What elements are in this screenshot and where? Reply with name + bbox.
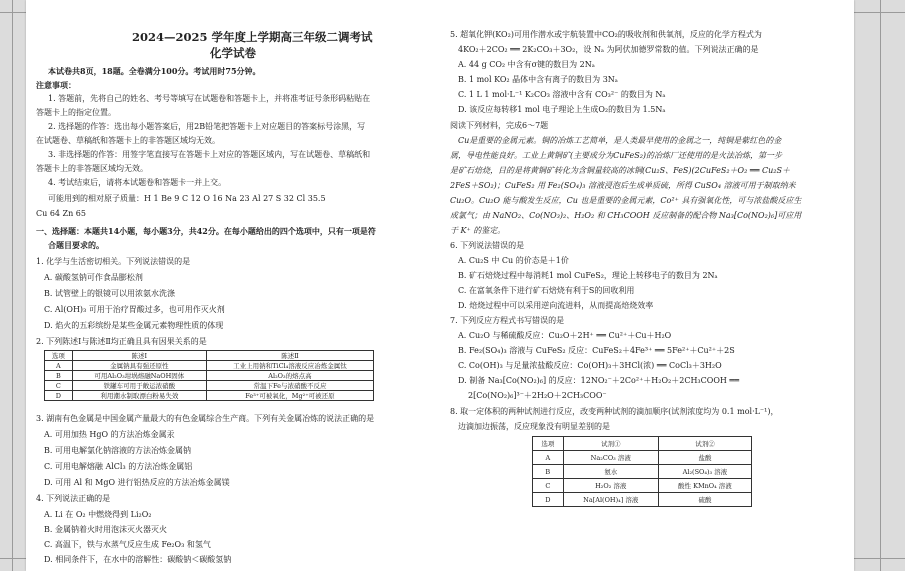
right-text-line: B. 1 mol KO₂ 晶体中含有离子的数目为 3Nₐ (458, 75, 618, 84)
right-text-line: A. Cu₂S 中 Cu 的价态是＋1价 (458, 256, 569, 265)
table-cell: Al₂(SO₄)₃ 溶液 (658, 465, 751, 479)
left-text-line: 2. 选择题的作答：选出每小题答案后，用2B铅笔把答题卡上对应题目的答案标号涂黑，写 (48, 122, 366, 131)
right-text-line: C. 1 L 1 mol·L⁻¹ K₂CO₃ 溶液中含有 CO₃²⁻ 的数目为 Nₐ (458, 90, 666, 99)
table-header-cell: 选项 (45, 351, 73, 361)
table-cell: 硫酸 (658, 493, 751, 507)
table-cell: 酸性 KMnO₄ 溶液 (658, 479, 751, 493)
table-header-cell: 陈述Ⅰ (72, 351, 206, 361)
table-cell: 可用Al₂O₃坩埚熔融NaOH固体 (72, 371, 206, 381)
left-text-line: 1. 化学与生活密切相关。下列说法错误的是 (36, 257, 191, 266)
table-row (45, 361, 374, 371)
right-text-line: C. Co(OH)₃ 与足量浓盐酸反应：Co(OH)₃＋3HCl(浓) ══ CoCl₃＋3H₂O (458, 361, 722, 370)
table-header-cell: 陈述Ⅱ (206, 351, 373, 361)
left-text-line: 3. 湖南有色金属是中国金属产量最大的有色金属综合生产商。下列有关金属冶炼的说法正确的是 (36, 414, 375, 423)
exam-title: 2024—2025 学年度上学期高三年级二调考试 (132, 30, 373, 44)
table-cell: 金属钠具有强还原性 (72, 361, 206, 371)
table-row (45, 391, 374, 401)
table-header-row (45, 351, 374, 361)
left-text-line: D. 可用 Al 和 MgO 进行铝热反应的方法冶炼金属镁 (44, 478, 230, 487)
table-header-cell: 试剂① (563, 437, 658, 451)
left-text-line: 可能用到的相对原子质量：H 1 Be 9 C 12 O 16 Na 23 Al 27 S 32 Cl 35.5 (48, 194, 326, 203)
right-text-line: A. Cu₂O 与稀硫酸反应：Cu₂O＋2H⁺ ══ Cu²⁺＋Cu＋H₂O (458, 331, 672, 340)
right-text-line: Cu是重要的金属元素。铜的冶炼工艺简单，是人类最早使用的金属之一，纯铜是紫红色的金 (458, 136, 782, 145)
left-text-line: D. 焰火的五彩缤纷是某些金属元素物理性质的体现 (44, 321, 224, 330)
left-text-line: D. 相同条件下，在水中的溶解性：碳酸钠＜碳酸氢钠 (44, 555, 232, 564)
table-cell: H₂O₂ 溶液 (563, 479, 658, 493)
left-text-line: 4. 下列说法正确的是 (36, 494, 111, 503)
left-text-line: 2. 下列陈述Ⅰ与陈述Ⅱ均正确且具有因果关系的是 (36, 337, 207, 346)
left-text-line: 答题卡上的指定位置。 (36, 108, 116, 117)
right-text-line: 4KO₂＋2CO₂ ══ 2K₂CO₃＋3O₂，设 Nₐ 为阿伏加德罗常数的值。下列说法正确的是 (458, 45, 759, 54)
table-cell: B (533, 465, 564, 479)
right-text-line: 2[Co(NO₂)₆]³⁻＋2H₂O＋2CH₃COO⁻ (468, 391, 607, 400)
table-cell: C (45, 381, 73, 391)
left-text-line: 答题卡上的非答题区域均无效。 (36, 164, 148, 173)
left-text-line: C. 高温下，铁与水蒸气反应生成 Fe₂O₃ 和氢气 (44, 540, 211, 549)
table-cell: 盐酸 (658, 451, 751, 465)
right-text-line: 于 K⁺ 的鉴定。 (450, 226, 506, 235)
left-text-line: A. Li 在 O₂ 中燃烧得到 Li₂O₂ (44, 510, 152, 519)
table-row (533, 493, 752, 507)
table-cell: 常温下Fe与浓硝酸不反应 (206, 381, 373, 391)
left-text-line: Cu 64 Zn 65 (36, 209, 86, 218)
question-2-table (44, 350, 374, 401)
table-header-row (533, 437, 752, 451)
right-text-line: 7. 下列反应方程式书写错误的是 (450, 316, 565, 325)
left-text-line: A. 碳酸氢钠可作食品膨松剂 (44, 273, 143, 282)
right-text-line: D. 该反应每转移1 mol 电子理论上生成O₂的数目为 1.5Nₐ (458, 105, 666, 114)
exam-subtitle: 化学试卷 (210, 46, 256, 60)
right-text-line: C. 在富氧条件下进行矿石焙烧有利于S的回收利用 (458, 286, 635, 295)
table-cell: Na₂CO₃ 溶液 (563, 451, 658, 465)
table-header-cell: 选项 (533, 437, 564, 451)
left-text-line: 注意事项： (36, 80, 76, 90)
table-cell: C (533, 479, 564, 493)
table-cell: D (45, 391, 73, 401)
right-text-line: 成氯气；由 NaNO₂、Co(NO₃)₂、H₂O₂ 和 CH₃COOH 反应制备的配合物 Na₃[Co(NO₂)₆]可应用 (450, 211, 802, 220)
table-cell: Fe³⁺可被氧化，Mg²⁺可被还原 (206, 391, 373, 401)
left-text-line: 本试卷共8页，18题。全卷满分100分。考试用时75分钟。 (48, 66, 261, 76)
left-text-line: B. 可用电解氯化钠溶液的方法冶炼金属钠 (44, 446, 191, 455)
left-column (30, 0, 430, 571)
left-text-line: A. 可用加热 HgO 的方法冶炼金属汞 (44, 430, 175, 439)
left-text-line: 一、选择题：本题共14小题，每小题3分，共42分。在每小题给出的四个选项中，只有一项是符 (36, 226, 376, 236)
right-text-line: B. 矿石焙烧过程中每消耗1 mol CuFeS₂，理论上转移电子的数目为 2Nₐ (458, 271, 718, 280)
right-text-line: 属，导电性能良好。工业上黄铜矿(主要成分为CuFeS₂)的冶炼厂还使用的是火法冶炼，第一步 (450, 151, 783, 160)
right-text-line: 边滴加边振荡，反应现象没有明显差别的是 (458, 422, 610, 431)
question-8-table (532, 436, 752, 507)
right-text-line: Cu₂O。Cu₂O 能与酸发生反应，Cu 也是重要的金属元素，Co²⁺ 具有强氧化性，可与浓盐酸反应生 (450, 196, 802, 205)
right-text-line: 8. 取一定体积的两种试剂进行反应，改变两种试剂的滴加顺序(试剂浓度均为 0.1 mol·L⁻¹)， (450, 407, 779, 416)
table-row (533, 479, 752, 493)
right-text-line: D. 制备 Na₃[Co(NO₂)₆] 的反应：12NO₂⁻＋2Co²⁺＋H₂O₂＋2CH₃COOH ══ (458, 376, 740, 385)
table-row (533, 451, 752, 465)
table-row (45, 371, 374, 381)
exam-page (26, 0, 854, 571)
table-cell: A (45, 361, 73, 371)
table-header-cell: 试剂② (658, 437, 751, 451)
guide-line-right (880, 0, 881, 571)
left-text-line: 3. 非选择题的作答：用签字笔直接写在答题卡上对应的答题区域内，写在试题卷、草稿纸和 (48, 150, 371, 159)
table-cell: 工业上用钠和TiCl₄溶液反应冶炼金属钛 (206, 361, 373, 371)
table-row (533, 465, 752, 479)
table-cell: A (533, 451, 564, 465)
table-row (45, 381, 374, 391)
left-text-line: 在试题卷、草稿纸和答题卡上的非答题区域均无效。 (36, 136, 220, 145)
table-cell: B (45, 371, 73, 381)
table-cell: 氨水 (563, 465, 658, 479)
left-text-line: B. 金属钠着火时用泡沫灭火器灭火 (44, 525, 167, 534)
left-text-line: 合题目要求的。 (48, 240, 104, 250)
left-text-line: B. 试管壁上的银镜可以用浓氨水洗涤 (44, 289, 175, 298)
right-text-line: 6. 下列说法错误的是 (450, 241, 525, 250)
left-text-line: C. 可用电解熔融 AlCl₃ 的方法冶炼金属铝 (44, 462, 193, 471)
table-cell: Al₂O₃的熔点高 (206, 371, 373, 381)
right-text-line: D. 焙烧过程中可以采用逆向流进料，从而提高焙烧效率 (458, 301, 654, 310)
left-text-line: 1. 答题前，先将自己的姓名、考号等填写在试题卷和答题卡上，并将准考证号条形码粘贴在 (48, 94, 371, 103)
right-text-line: 5. 超氧化钾(KO₂)可用作潜水或宇航装置中CO₂的吸收剂和供氧剂，反应的化学方程式为 (450, 30, 762, 39)
right-text-line: 是矿石焙烧，目的是将黄铜矿转化为含铜量较高的冰铜(Cu₂S、FeS)(2CuFeS₂＋O₂ ══ Cu₂S＋ (450, 166, 790, 175)
right-text-line: B. Fe₂(SO₄)₃ 溶液与 CuFeS₂ 反应：CuFeS₂＋4Fe³⁺ ══ 5Fe²⁺＋Cu²⁺＋2S (458, 346, 735, 355)
left-text-line: 4. 考试结束后，请将本试题卷和答题卡一并上交。 (48, 178, 227, 187)
right-text-line: 阅读下列材料，完成6～7题 (450, 121, 549, 130)
right-text-line: A. 44 g CO₂ 中含有σ键的数目为 2Nₐ (458, 60, 595, 69)
left-text-line: C. Al(OH)₃ 可用于治疗胃酸过多，也可用作灭火剂 (44, 305, 225, 314)
table-cell: Na[Al(OH)₄] 溶液 (563, 493, 658, 507)
table-cell: 利用潮水制取漂白粉易失效 (72, 391, 206, 401)
right-text-line: 2FeS＋SO₂)；CuFeS₂ 用 Fe₂(SO₄)₃ 溶液浸泡后生成单质硫，所得 CuSO₄ 溶液可用于制取纳米 (450, 181, 796, 190)
table-cell: 铁罐车可用于敞运浓硝酸 (72, 381, 206, 391)
guide-line-left (12, 0, 13, 571)
table-cell: D (533, 493, 564, 507)
